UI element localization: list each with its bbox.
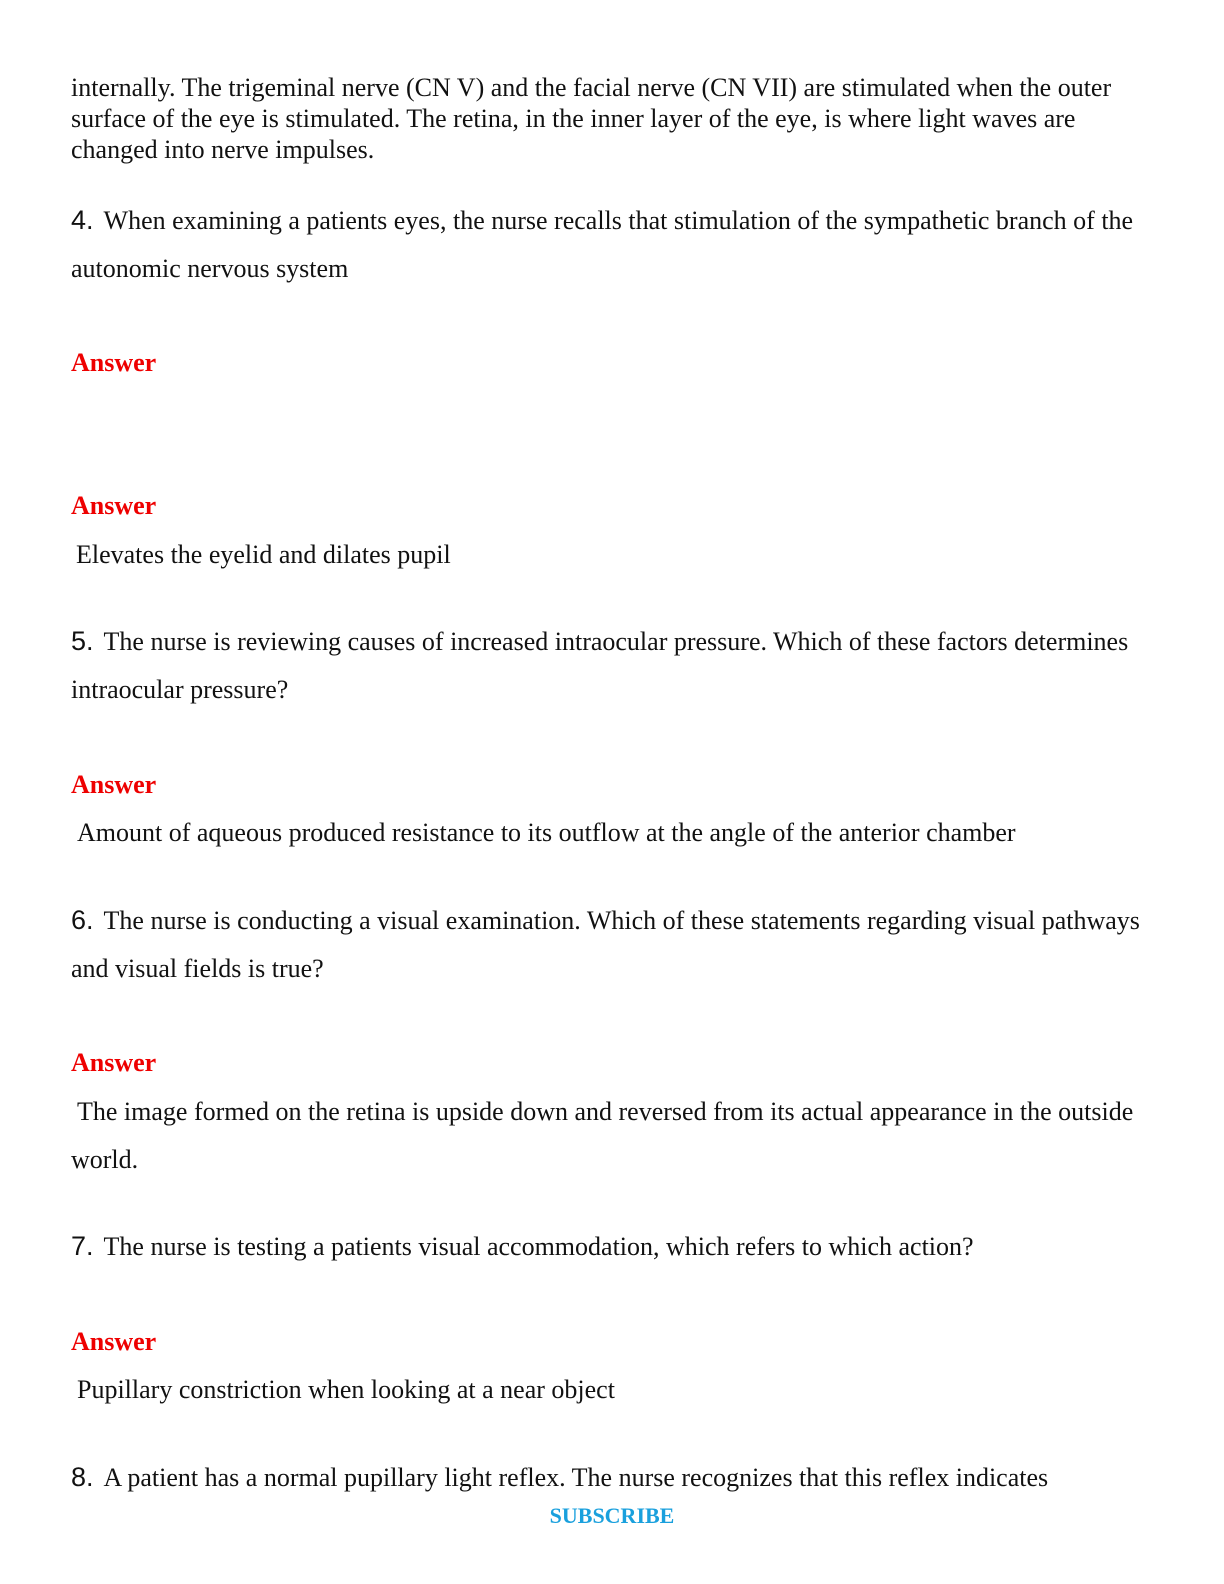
- question-5: [71, 617, 1141, 714]
- question-6: [71, 896, 1141, 993]
- subscribe-link[interactable]: SUBSCRIBE: [549, 1503, 675, 1528]
- answer-text: Elevates the eyelid and dilates pupil: [76, 540, 451, 569]
- answer-label: Answer: [71, 770, 157, 799]
- question-text: The nurse is reviewing causes of increased intraocular pressure. Which of these factors determines intraocular pressure?: [71, 627, 1129, 704]
- question-text: A patient has a normal pupillary light reflex. The nurse recognizes that this reflex indicates: [103, 1463, 1049, 1492]
- question-number: 4.: [71, 205, 94, 235]
- answer-label: Answer: [71, 1327, 157, 1356]
- answer-label: Answer: [71, 348, 157, 377]
- answer-label: Answer: [71, 1048, 157, 1077]
- answer-text: Pupillary constriction when looking at a near object: [77, 1375, 615, 1404]
- question-text: The nurse is testing a patients visual accommodation, which refers to which action?: [103, 1232, 974, 1261]
- question-number: 7.: [71, 1231, 94, 1261]
- question-4: [71, 196, 1141, 293]
- question-8: [71, 1453, 1141, 1502]
- question-number: 5.: [71, 626, 94, 656]
- answer-text: Amount of aqueous produced resistance to its outflow at the angle of the anterior chamber: [77, 818, 1016, 847]
- question-7: [71, 1222, 1141, 1271]
- question-number: 6.: [71, 905, 94, 935]
- answer-text: The image formed on the retina is upside down and reversed from its actual appearance in the outside world.: [71, 1097, 1134, 1174]
- question-number: 8.: [71, 1462, 94, 1492]
- question-text: The nurse is conducting a visual examination. Which of these statements regarding visual pathways and visual fields is true?: [71, 906, 1140, 983]
- question-text: When examining a patients eyes, the nurse recalls that stimulation of the sympathetic branch of the autonomic nervous system: [71, 206, 1134, 283]
- intro-paragraph: internally. The trigeminal nerve (CN V) and the facial nerve (CN VII) are stimulated when the outer surface of the eye is stimulated. The retina, in the inner layer of the eye, is where light waves are changed into nerve impulses.: [71, 73, 1112, 164]
- answer-label: Answer: [71, 491, 157, 520]
